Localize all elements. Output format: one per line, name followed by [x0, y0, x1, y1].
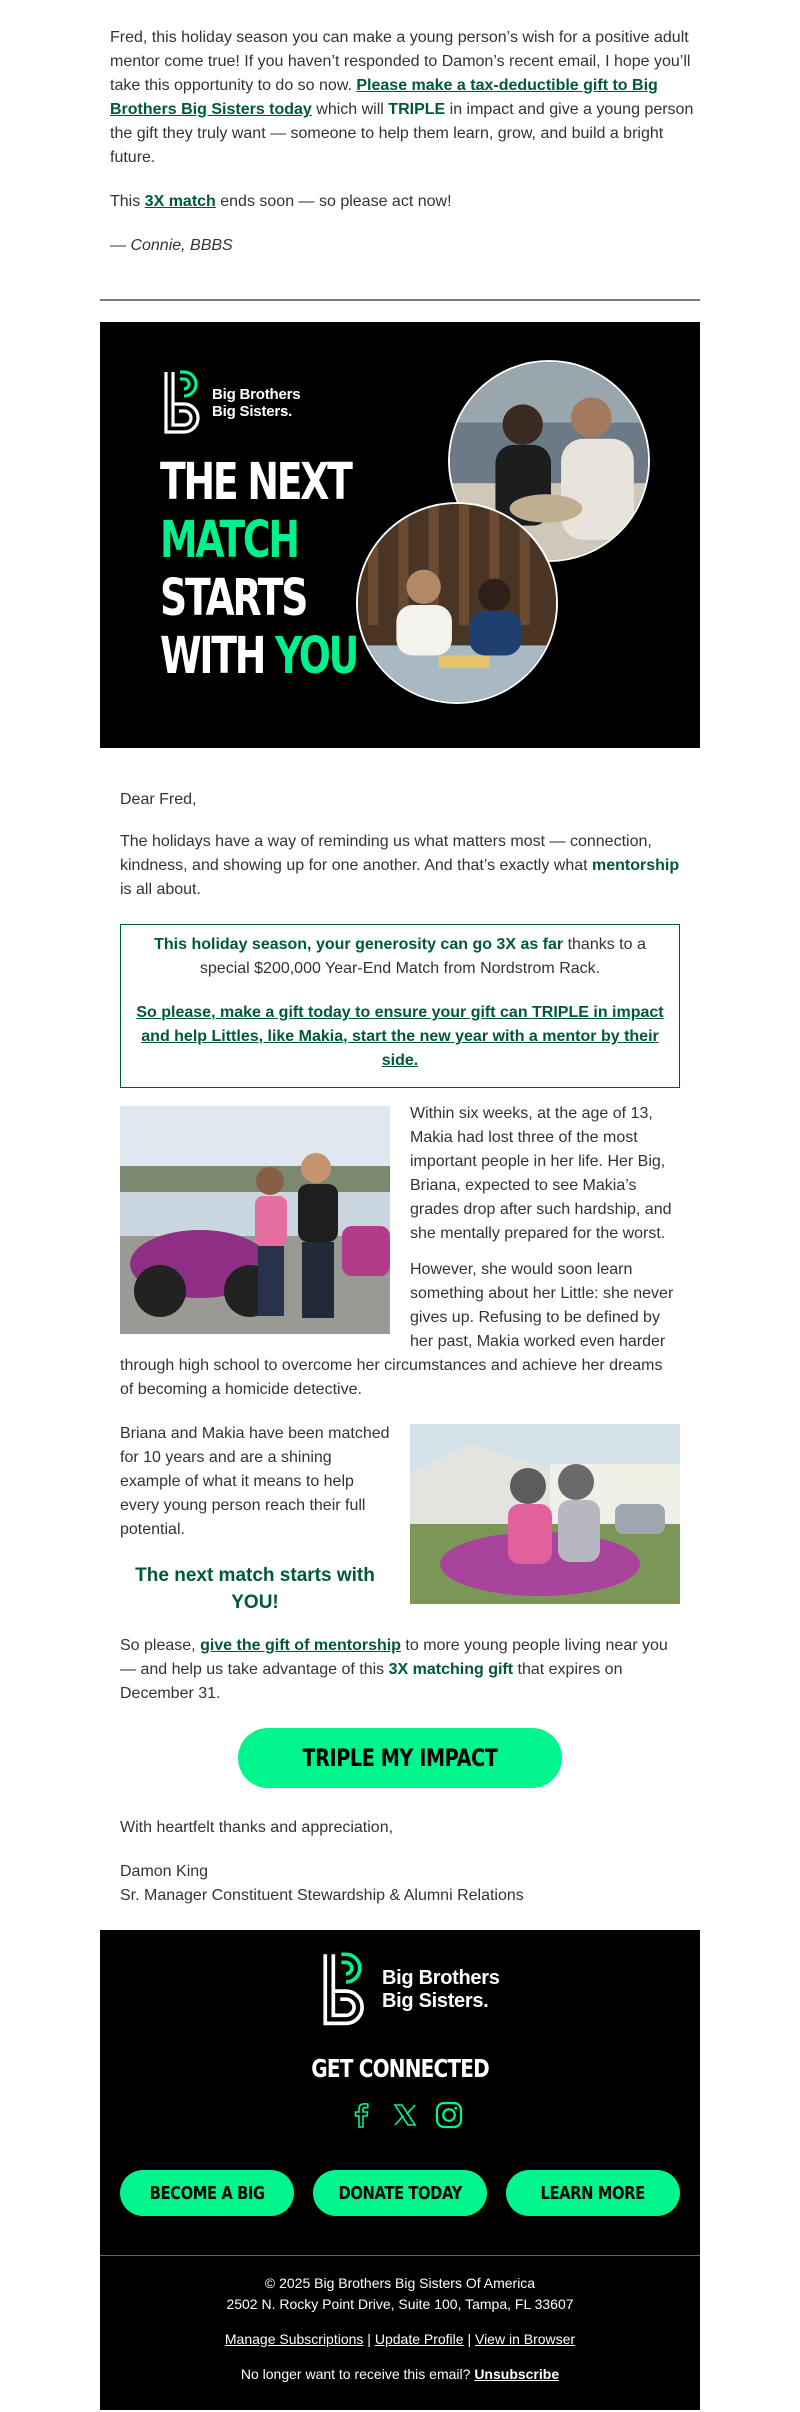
headline-line-2: MATCH	[160, 511, 298, 570]
get-connected-heading	[100, 2054, 700, 2083]
unsubscribe-prompt: No longer want to receive this email?	[240, 2366, 475, 2382]
story-paragraph-2a: However, she would soon learn something about her Little: she never gives up. Refusing to be defined by her past, Makia worked even harder	[410, 1261, 674, 1350]
logo-wordmark	[212, 386, 300, 420]
donate-today-label: DONATE TODAY	[338, 2182, 462, 2204]
footer-address: 2502 N. Rocky Point Drive, Suite 100, Tampa, FL 33607	[226, 2296, 574, 2312]
headline-line-4	[160, 628, 357, 686]
callout-link-paragraph	[135, 1001, 665, 1073]
become-a-big-button[interactable]	[120, 2170, 294, 2216]
para-text: is all about.	[120, 881, 201, 898]
donate-today-button[interactable]	[313, 2170, 487, 2216]
signature-title: Sr. Manager Constituent Stewardship & Alumni Relations	[120, 1887, 524, 1904]
matching-gift-emphasis: 3X matching gift	[388, 1661, 514, 1678]
para-text: The holidays have a way of reminding us what matters most — connection, kindness, and showing up for one another. And that’s exactly what	[120, 833, 652, 874]
become-a-big-label: BECOME A BIG	[149, 2182, 265, 2204]
bbbs-logo-mark-icon	[318, 1952, 374, 2028]
get-connected-label: GET CONNECTED	[311, 2054, 489, 2083]
mentorship-gift-link[interactable]: give the gift of mentorship	[200, 1637, 401, 1654]
bbbs-logo-mark-icon	[162, 370, 206, 436]
para-text: So please,	[120, 1637, 201, 1654]
view-in-browser-link[interactable]: View in Browser	[474, 2331, 576, 2347]
intro-signature: — Connie, BBBS	[110, 237, 233, 254]
para-text: to more young people living near you — and help us take advantage of this	[120, 1637, 668, 1678]
callout-text	[135, 933, 665, 981]
footer-copyright: © 2025 Big Brothers Big Sisters Of America	[264, 2275, 536, 2291]
instagram-icon[interactable]	[434, 2100, 464, 2130]
signature-name: Damon King	[120, 1863, 209, 1880]
mentorship-emphasis: mentorship	[592, 857, 680, 874]
facebook-icon[interactable]	[346, 2100, 376, 2130]
hero-headline	[160, 454, 357, 686]
social-links	[346, 2100, 464, 2130]
footer-links	[100, 2329, 700, 2350]
footer	[100, 1930, 700, 2410]
footer-divider	[100, 2255, 700, 2256]
x-icon[interactable]	[390, 2100, 420, 2130]
intro-paragraph	[110, 26, 700, 170]
next-match-heading: The next match starts with YOU!	[135, 1565, 375, 1613]
intro-note	[110, 26, 700, 278]
final-paragraph	[120, 1634, 680, 1706]
story-paragraph-1: Within six weeks, at the age of 13, Makia had lost three of the most important people in her life. Her Big, Briana, expected to see Makia’s grades drop after such hardship, and she mentally prepared for the worst.	[410, 1105, 672, 1242]
manage-subscriptions-link[interactable]: Manage Subscriptions	[224, 2331, 364, 2347]
headline-you: YOU	[275, 627, 358, 686]
callout-rest: thanks to a special $200,000 Year-End Match from Nordstrom Rack.	[199, 936, 646, 977]
salutation: Dear Fred,	[120, 791, 197, 808]
match-link[interactable]: 3X match	[144, 193, 216, 210]
footer-bbbs-logo[interactable]	[318, 1952, 500, 2028]
footer-logo-line-1: Big Brothers	[382, 1967, 500, 1989]
body-paragraph-1	[120, 830, 680, 902]
unsubscribe-link[interactable]: Unsubscribe	[474, 2366, 560, 2382]
headline-line-3: STARTS	[160, 569, 307, 628]
story-paragraph-3: Briana and Makia have been matched for 10 years and are a shining example of what it means to help every young person reach their full potential.	[120, 1425, 390, 1538]
intro-paragraph-2	[110, 190, 700, 214]
learn-more-label: LEARN MORE	[540, 2182, 646, 2204]
link-separator: |	[363, 2331, 375, 2347]
intro-text: ends soon — so please act now!	[215, 193, 452, 210]
divider	[100, 299, 700, 301]
update-profile-link[interactable]: Update Profile	[374, 2331, 464, 2347]
triple-emphasis: TRIPLE	[388, 101, 446, 118]
para-text: that expires on December 31.	[120, 1661, 623, 1702]
footer-logo-line-2: Big Sisters.	[382, 1990, 489, 2012]
triple-impact-label: TRIPLE MY IMPACT	[302, 1744, 498, 1772]
story-paragraph-2b: through high school to overcome her circumstances and achieve her dreams of becoming a homicide detective.	[120, 1357, 663, 1398]
headline-with: WITH	[160, 627, 276, 686]
bbbs-logo[interactable]	[162, 370, 300, 436]
photo-motorcycle-ride	[410, 1424, 680, 1604]
logo-line-2: Big Sisters.	[212, 403, 293, 420]
logo-line-1: Big Brothers	[212, 386, 301, 403]
triple-impact-button[interactable]	[238, 1728, 562, 1788]
callout-gift-link[interactable]: So please, make a gift today to ensure your gift can TRIPLE in impact and help Littles, like Makia, start the new year with a mentor by their side.	[136, 1004, 664, 1069]
intro-text: which will	[311, 101, 389, 118]
callout-bold: This holiday season, your generosity can go 3X as far	[154, 936, 564, 953]
link-separator: |	[463, 2331, 475, 2347]
hero-photo-crafts	[356, 502, 558, 704]
intro-text: This	[110, 193, 145, 210]
closing-thanks: With heartfelt thanks and appreciation,	[120, 1819, 394, 1836]
match-callout-box	[120, 924, 680, 1088]
footer-logo-wordmark	[382, 1967, 500, 2013]
learn-more-button[interactable]	[506, 2170, 680, 2216]
hero-banner	[100, 322, 700, 748]
headline-line-1: THE NEXT	[160, 453, 351, 512]
photo-motorcycle-pair	[120, 1106, 390, 1334]
gift-link[interactable]: Please make a tax-deductible gift to Big Brothers Big Sisters today	[110, 77, 658, 118]
footer-unsubscribe	[100, 2364, 700, 2385]
intro-text: in impact and give a young person the gift they truly want — someone to help them learn, grow, and build a bright future.	[110, 101, 694, 166]
intro-text: Fred, this holiday season you can make a young person’s wish for a positive adult mentor come true! If you haven’t responded to Damon’s recent email, I hope you’ll take this opportunity to do so now.	[110, 29, 691, 94]
